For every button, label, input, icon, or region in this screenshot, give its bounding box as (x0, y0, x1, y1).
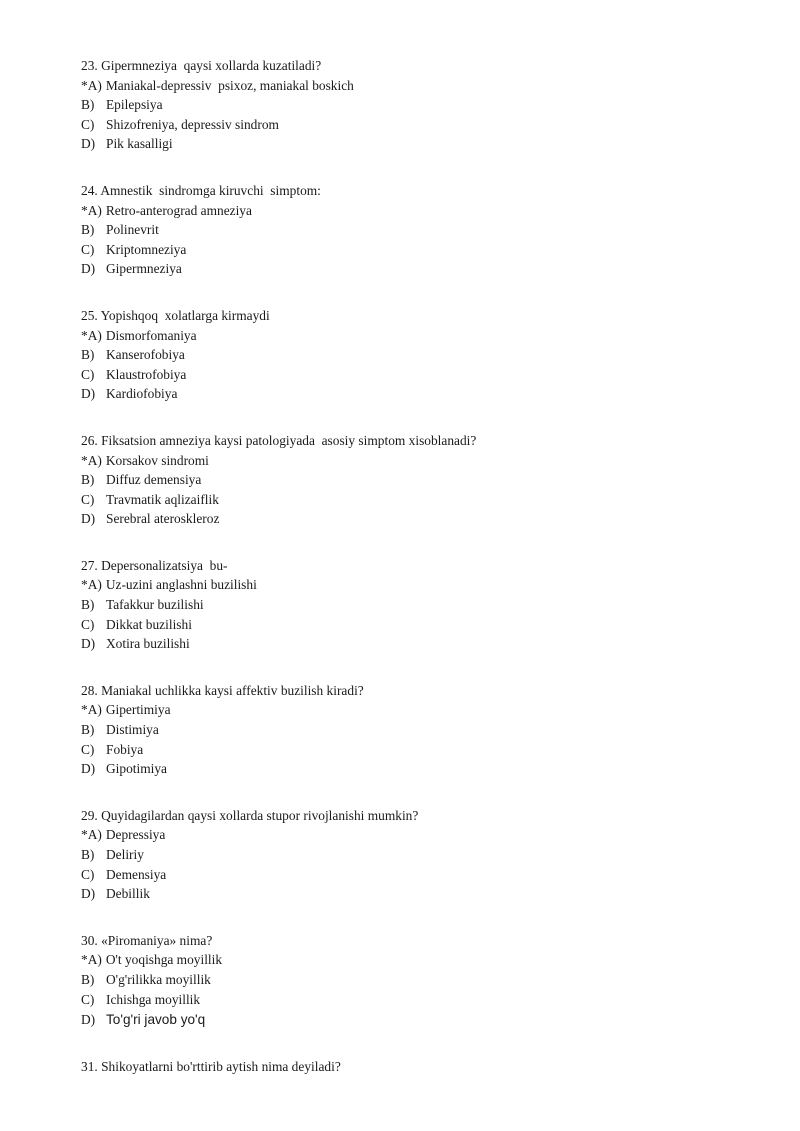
answer-option (81, 490, 761, 510)
answer-option (81, 220, 761, 240)
answer-option (81, 509, 761, 529)
option-text: Serebral ateroskleroz (106, 511, 220, 527)
option-letter: *A) (81, 952, 102, 968)
answer-option (81, 365, 761, 385)
option-letter: D) (81, 261, 96, 277)
question-block (81, 556, 761, 654)
correct-answer-option (81, 326, 761, 346)
answer-option (81, 384, 761, 404)
option-text: Xotira buzilishi (106, 636, 190, 652)
option-letter: D) (81, 886, 96, 902)
option-text: Gipertimiya (105, 702, 171, 718)
answer-option (81, 865, 761, 885)
option-letter: B) (81, 847, 95, 862)
option-letter: C) (81, 866, 95, 882)
option-letter: B) (81, 222, 95, 238)
option-text: Distimiya (106, 722, 159, 738)
option-text: To'g'ri javob yo'q (106, 1012, 206, 1028)
answer-option (81, 740, 761, 760)
correct-answer-option (81, 950, 761, 970)
answer-option (81, 884, 761, 904)
question-block (81, 431, 761, 529)
option-letter: D) (81, 386, 96, 402)
answer-option (81, 845, 761, 865)
correct-answer-option (81, 76, 761, 96)
option-text: Debillik (106, 886, 150, 902)
question-block (81, 1057, 761, 1077)
option-text: Fobiya (106, 741, 144, 757)
option-text: Uz-uzini anglashni buzilishi (105, 577, 257, 593)
answer-option (81, 720, 761, 740)
question-stem: 28. Maniakal uchlikka kaysi affektiv buzilish kiradi? (81, 682, 364, 698)
correct-answer-option (81, 825, 761, 845)
question-stem: 29. Quyidagilardan qaysi xollarda stupor rivojlanishi mumkin? (81, 807, 419, 823)
question-stem: 26. Fiksatsion amneziya kaysi patologiyada asosiy simptom xisoblanadi? (81, 432, 477, 448)
question-block (81, 56, 761, 154)
option-letter: *A) (81, 452, 102, 468)
answer-option (81, 95, 761, 115)
option-text: Demensiya (106, 866, 167, 882)
option-letter: *A) (81, 827, 102, 843)
answer-option (81, 634, 761, 654)
question-stem: 23. Gipermneziya qaysi xollarda kuzatiladi? (81, 58, 322, 73)
option-text: Gipotimiya (106, 761, 167, 777)
question-stem: 24. Amnestik sindromga kiruvchi simptom: (81, 182, 321, 198)
answer-option (81, 759, 761, 779)
option-letter: C) (81, 116, 95, 132)
answer-option (81, 134, 761, 154)
option-letter: D) (81, 1012, 96, 1028)
option-letter: C) (81, 366, 95, 382)
option-text: Maniakal-depressiv psixoz, maniakal boskich (105, 77, 354, 93)
option-letter: D) (81, 761, 96, 777)
option-letter: D) (81, 511, 96, 527)
option-text: Kanserofobiya (106, 347, 185, 363)
option-text: O'g'rilikka moyillik (106, 971, 211, 987)
answer-option (81, 1009, 761, 1030)
option-text: Klaustrofobiya (106, 366, 187, 382)
question-block (81, 681, 761, 779)
answer-option (81, 345, 761, 365)
answer-option (81, 115, 761, 135)
option-text: Tafakkur buzilishi (106, 597, 204, 613)
document-page (81, 56, 761, 1104)
option-text: Diffuz demensiya (106, 472, 202, 488)
option-letter: *A) (81, 327, 102, 343)
answer-option (81, 970, 761, 990)
correct-answer-option (81, 451, 761, 471)
option-letter: B) (81, 722, 95, 738)
option-letter: B) (81, 971, 95, 987)
question-stem: 31. Shikoyatlarni bo'rttirib aytish nima deyiladi? (81, 1059, 341, 1075)
option-letter: *A) (81, 77, 102, 93)
option-text: Retro-anterograd amneziya (105, 202, 252, 218)
option-letter: B) (81, 347, 95, 363)
option-letter: D) (81, 136, 96, 152)
option-text: Shizofreniya, depressiv sindrom (106, 116, 279, 132)
option-letter: C) (81, 616, 95, 632)
option-letter: B) (81, 597, 95, 613)
answer-option (81, 259, 761, 279)
option-text: Ichishga moyillik (106, 991, 201, 1007)
option-letter: B) (81, 472, 95, 488)
question-stem: 27. Depersonalizatsiya bu- (81, 557, 228, 573)
option-text: Epilepsiya (106, 97, 163, 113)
option-text: Dismorfomaniya (105, 327, 197, 343)
option-text: Travmatik aqlizaiflik (106, 491, 219, 507)
option-text: Polinevrit (106, 222, 159, 238)
question-block (81, 931, 761, 1030)
option-letter: C) (81, 491, 95, 507)
question-stem: 30. «Piromaniya» nima? (81, 932, 213, 948)
correct-answer-option (81, 575, 761, 595)
correct-answer-option (81, 700, 761, 720)
option-text: Gipermneziya (106, 261, 182, 277)
option-letter: D) (81, 636, 96, 652)
option-text: Depressiya (105, 827, 166, 843)
option-text: O't yoqishga moyillik (105, 952, 223, 968)
option-text: Pik kasalligi (106, 136, 173, 152)
option-letter: *A) (81, 202, 102, 218)
correct-answer-option (81, 201, 761, 221)
option-text: Kardiofobiya (106, 386, 178, 402)
option-letter: C) (81, 241, 95, 257)
option-text: Deliriy (106, 847, 144, 862)
question-stem: 25. Yopishqoq xolatlarga kirmaydi (81, 307, 270, 323)
question-block (81, 306, 761, 404)
option-letter: C) (81, 741, 95, 757)
option-letter: *A) (81, 702, 102, 718)
option-text: Kriptomneziya (106, 241, 187, 257)
option-letter: *A) (81, 577, 102, 593)
answer-option (81, 470, 761, 490)
option-letter: C) (81, 991, 95, 1007)
answer-option (81, 595, 761, 615)
option-text: Dikkat buzilishi (106, 616, 192, 632)
option-text: Korsakov sindromi (105, 452, 209, 468)
question-block (81, 181, 761, 279)
question-block (81, 806, 761, 904)
answer-option (81, 240, 761, 260)
option-letter: B) (81, 97, 95, 113)
answer-option (81, 615, 761, 635)
answer-option (81, 990, 761, 1010)
